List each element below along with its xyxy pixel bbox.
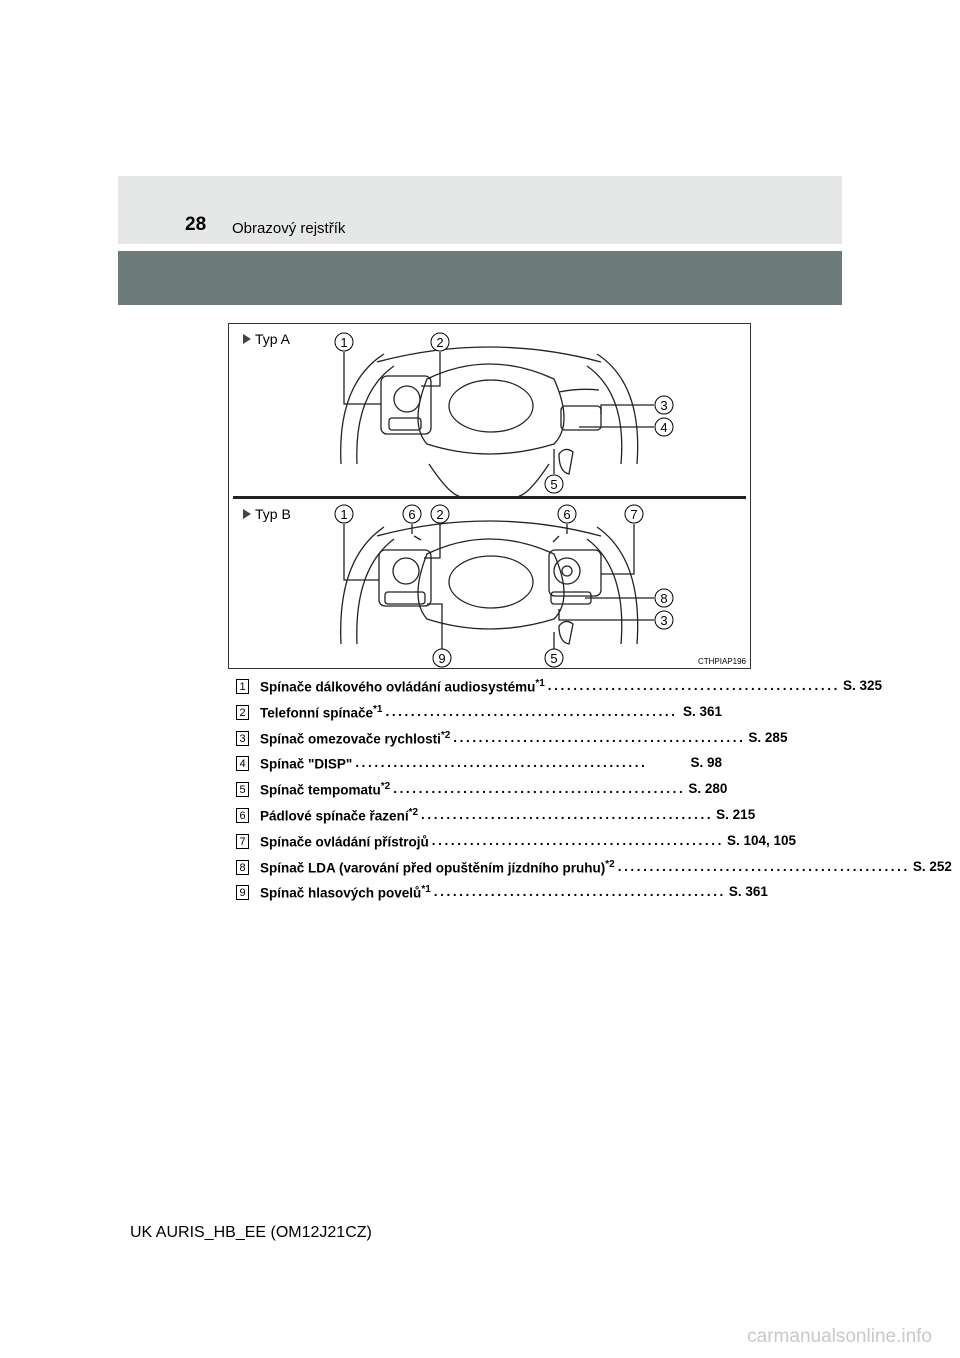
list-item: 5 Spínač tempomatu$^{*2}$ .............................................. S. 280 bbox=[236, 781, 726, 807]
type-b-text: Typ B bbox=[255, 506, 291, 522]
item-number: 2 bbox=[236, 705, 249, 720]
callout-b-8 bbox=[655, 589, 673, 607]
triangle-icon bbox=[243, 334, 251, 344]
page-ref-link[interactable]: S. 285 bbox=[748, 729, 788, 745]
list-item: 2 Telefonní spínače$^{*1}$ .............................................. S. 361 bbox=[236, 704, 726, 730]
callout-label: 5 bbox=[550, 651, 558, 666]
callout-label: 1 bbox=[340, 335, 348, 350]
item-number: 9 bbox=[236, 885, 249, 900]
item-number: 1 bbox=[236, 679, 249, 694]
callout-label: 6 bbox=[563, 507, 571, 522]
item-number: 8 bbox=[236, 860, 249, 875]
callout-label: 8 bbox=[660, 591, 668, 606]
callout-a-5 bbox=[545, 475, 563, 493]
callout-label: 5 bbox=[550, 477, 558, 492]
header-band bbox=[118, 251, 842, 305]
item-label: Spínače dálkového ovládání audiosystému bbox=[260, 679, 536, 695]
item-number: 6 bbox=[236, 808, 249, 823]
callout-b-6-right bbox=[558, 505, 576, 523]
callout-label: 2 bbox=[436, 507, 444, 522]
figure-code: CTHPIAP196 bbox=[697, 657, 746, 666]
page-ref-link[interactable]: S. 280 bbox=[688, 781, 728, 797]
list-item: 8 Spínač LDA (varování před opuštěním jízdního pruhu)$^{*2}$ .............................................. S. 252 bbox=[236, 859, 726, 885]
callout-a-3 bbox=[655, 396, 673, 414]
list-item: 1 Spínače dálkového ovládání audiosystému$^{*1}$ .............................................. S. 325 bbox=[236, 678, 726, 704]
callout-label: 7 bbox=[630, 507, 638, 522]
item-number: 7 bbox=[236, 834, 249, 849]
callout-label: 9 bbox=[438, 651, 446, 666]
item-label: Spínač LDA (varování před opuštěním jízdního pruhu) bbox=[260, 860, 606, 876]
list-item: 9 Spínač hlasových povelů$^{*1}$ .............................................. S. 361 bbox=[236, 884, 726, 910]
header-bar bbox=[118, 176, 842, 244]
callout-b-5 bbox=[545, 649, 563, 667]
callout-b-9 bbox=[433, 649, 451, 667]
type-a-label bbox=[243, 331, 290, 347]
callout-a-2 bbox=[431, 333, 449, 351]
callout-b-2 bbox=[431, 505, 449, 523]
item-note: *2 bbox=[408, 806, 419, 818]
page-ref-link[interactable]: S. 104, 105 bbox=[726, 832, 796, 848]
list-item: 4 Spínač "DISP" .............................................. S. 98 bbox=[236, 755, 726, 781]
type-b-label bbox=[243, 506, 291, 522]
item-label: Spínače ovládání přístrojů bbox=[260, 834, 429, 850]
list-item: 3 Spínač omezovače rychlosti$^{*2}$ .............................................. S. 285 bbox=[236, 730, 726, 756]
callout-b-3 bbox=[655, 611, 673, 629]
callout-b-1 bbox=[335, 505, 353, 523]
callout-label: 6 bbox=[408, 507, 416, 522]
type-a-text: Typ A bbox=[255, 331, 291, 347]
figure-divider bbox=[233, 496, 746, 499]
footer-doc-code: UK AURIS_HB_EE (OM12J21CZ) bbox=[130, 1224, 372, 1241]
item-number: 5 bbox=[236, 782, 249, 797]
item-label: Spínač hlasových povelů bbox=[260, 885, 422, 901]
callout-a-4 bbox=[655, 418, 673, 436]
item-note: *1 bbox=[421, 884, 431, 896]
triangle-icon bbox=[243, 509, 251, 519]
page-ref-link[interactable]: S. 252 bbox=[912, 858, 952, 874]
callout-b-7 bbox=[625, 505, 643, 523]
callout-label: 2 bbox=[436, 335, 444, 350]
item-number: 3 bbox=[236, 731, 249, 746]
list-item: 6 Pádlové spínače řazení$^{*2}$ .............................................. S. 215 bbox=[236, 807, 726, 833]
page-ref-link[interactable]: S. 361 bbox=[728, 884, 768, 900]
watermark: carmanualsonline.info bbox=[747, 1326, 932, 1347]
section-title: Obrazový rejstřík bbox=[232, 220, 346, 237]
callout-label: 3 bbox=[660, 613, 668, 628]
callout-label: 3 bbox=[660, 398, 668, 413]
index-list bbox=[236, 678, 952, 910]
page-ref-link[interactable]: S. 325 bbox=[842, 678, 882, 693]
callout-a-1 bbox=[335, 333, 353, 351]
item-note: *2 bbox=[380, 781, 391, 793]
item-label: Spínač "DISP" bbox=[260, 756, 353, 772]
page-ref-link[interactable]: S. 215 bbox=[716, 806, 756, 822]
page-ref-link[interactable]: S. 98 bbox=[690, 755, 722, 771]
callout-label: 1 bbox=[340, 507, 348, 522]
item-label: Telefonní spínače bbox=[260, 705, 374, 721]
item-number: 4 bbox=[236, 756, 249, 771]
page-number: 28 bbox=[185, 214, 207, 235]
page-ref-link[interactable]: S. 361 bbox=[682, 703, 722, 719]
item-note: *1 bbox=[535, 678, 545, 689]
steering-wheel-figure bbox=[228, 323, 751, 669]
callout-label: 4 bbox=[660, 420, 668, 435]
item-note: *2 bbox=[605, 858, 615, 870]
callout-b-6-left bbox=[403, 505, 421, 523]
item-label: Spínač tempomatu bbox=[260, 782, 381, 798]
item-note: *1 bbox=[373, 703, 383, 715]
item-note: *2 bbox=[440, 729, 451, 741]
list-item: 7 Spínače ovládání přístrojů .............................................. S. 104, 105 bbox=[236, 833, 726, 859]
item-label: Pádlové spínače řazení bbox=[260, 808, 409, 824]
item-label: Spínač omezovače rychlosti bbox=[260, 731, 441, 747]
